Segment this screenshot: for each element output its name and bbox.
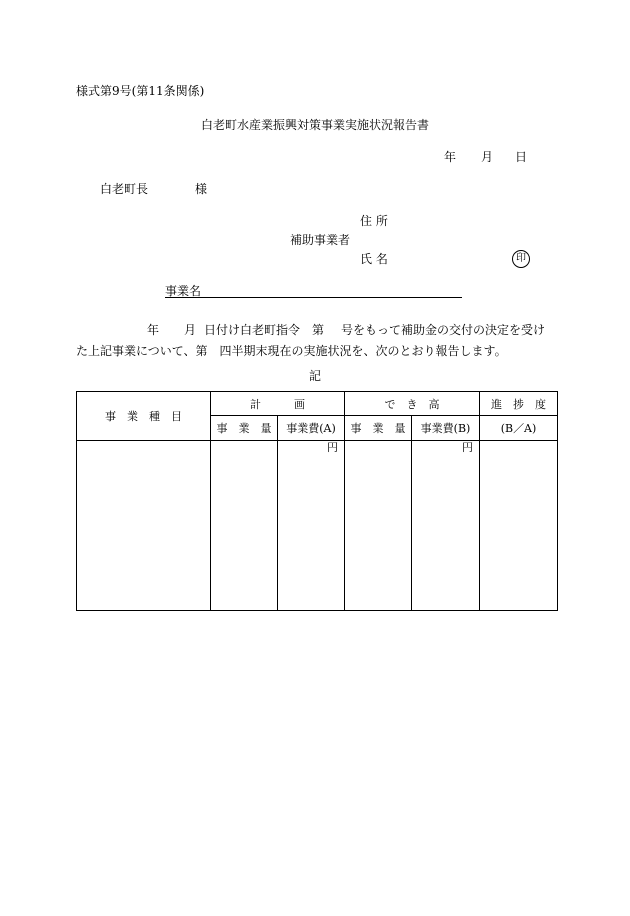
- subheader-cost-done: 事業費(B): [412, 416, 480, 441]
- subheader-cost-plan: 事業費(A): [278, 416, 345, 441]
- body-year: 年: [147, 323, 160, 337]
- header-plan: 計 画: [211, 392, 345, 416]
- header-item: 事 業 種 目: [77, 392, 211, 441]
- cell-item[interactable]: [77, 441, 211, 611]
- date-day-label: 日: [515, 150, 528, 164]
- date-year-label: 年: [444, 150, 457, 164]
- body-text-1: 日付け白老町指令: [204, 323, 301, 337]
- project-name-underline: [165, 297, 462, 298]
- header-done: で き 高: [345, 392, 480, 416]
- cell-qty-done[interactable]: [345, 441, 412, 611]
- ki-label: 記: [309, 369, 322, 383]
- header-progress: 進 捗 度: [480, 392, 558, 416]
- addressee-honorific: 様: [195, 182, 208, 196]
- yen-unit-plan: 円: [327, 441, 338, 454]
- body-text-2: 号をもって補助金の交付の決定を受け: [341, 323, 546, 337]
- body-month: 月: [184, 323, 197, 337]
- addressee-name: 白老町長: [100, 182, 149, 196]
- form-number: 様式第9号(第11条関係): [76, 84, 205, 98]
- cell-cost-plan[interactable]: [278, 441, 345, 611]
- document-title: 白老町水産業振興対策事業実施状況報告書: [200, 118, 429, 132]
- subheader-qty-done: 事 業 量: [345, 416, 412, 441]
- body-dai: 第: [312, 323, 325, 337]
- cell-ratio[interactable]: [480, 441, 558, 611]
- date-month-label: 月: [481, 150, 494, 164]
- name-label: 氏 名: [360, 252, 388, 266]
- report-table: [76, 391, 558, 611]
- subheader-qty-plan: 事 業 量: [211, 416, 278, 441]
- seal-mark: 印: [512, 250, 530, 268]
- yen-unit-done: 円: [462, 441, 473, 454]
- cell-qty-plan[interactable]: [211, 441, 278, 611]
- body-text-line2: た上記事業について、第 四半期末現在の実施状況を、次のとおり報告します。: [76, 344, 507, 358]
- subheader-ratio: (B／A): [480, 416, 558, 441]
- applicant-role-label: 補助事業者: [290, 233, 351, 247]
- address-label: 住 所: [360, 214, 388, 228]
- cell-cost-done[interactable]: [412, 441, 480, 611]
- project-name-label: 事業名: [165, 284, 202, 298]
